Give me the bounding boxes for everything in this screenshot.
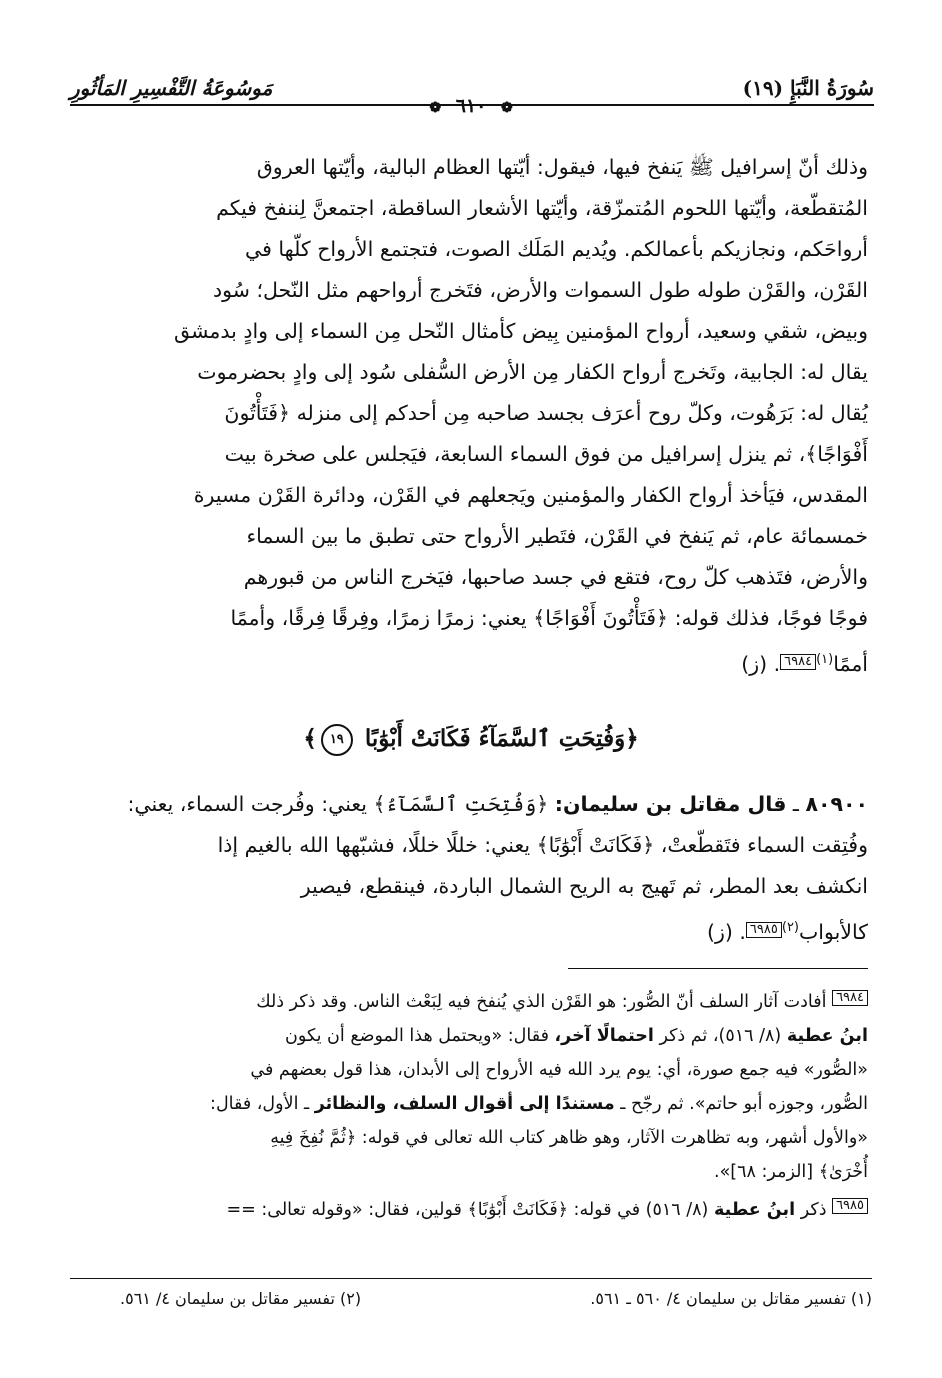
text-line: وبيض، شقي وسعيد، أرواح المؤمنين بِيض كأمثال النّحل مِن السماء إلى وادٍ بدمشق [174, 319, 868, 343]
text-span: (٨/ ٥١٦) في قوله: [573, 1200, 709, 1220]
footnote-2: (٢) تفسير مقاتل بن سليمان ٤/ ٥٦١. [120, 1289, 362, 1308]
bold-text: مستندًا إلى أقوال السلف، والنظائر [314, 1094, 615, 1114]
text-line [68, 434, 868, 475]
narration-number: ٨٠٩٠٠ [805, 792, 868, 816]
text-line: انكشف بعد المطر، ثم تَهيج به الريح الشمال الباردة، فينقطع، فيصير [300, 874, 868, 898]
bold-text: ابنُ عطية [786, 1026, 868, 1046]
quran-quote: ﴿فَكَانَتْ أَبْوَٰبًا﴾ [536, 833, 655, 857]
quran-quote: ﴿ثُمَّ نُفِخَ فِيهِ [270, 1128, 357, 1148]
text-line: القَرْن، والقَرْن طوله طول السموات والأرض، فتَخرج أرواحهم مثل النّحل؛ سُود [213, 278, 868, 302]
text-line: المُتقطّعة، وأيّتها اللحوم المُتمزّقة، وأيّتها الأشعار الساقطة، اجتمعنَّ لِننفخ فيكم [216, 196, 868, 220]
text-span: قولين، فقال: «وقوله تعالى: == [226, 1200, 462, 1220]
text-span: (٨/ ٥١٦)، ثم ذكر [659, 1026, 782, 1046]
text-span: «والأول أشهر، وبه تظاهرت الآثار، وهو ظاهر كتاب الله تعالى في قوله: [361, 1128, 868, 1148]
footnotes [120, 1287, 872, 1311]
text-line [68, 825, 868, 866]
text-span: فوجًا فوجًا، فذلك قوله: [674, 606, 868, 630]
footnote-separator [70, 1278, 872, 1279]
text-line [68, 1121, 868, 1155]
source-tag: . (ز) [741, 652, 781, 676]
verse-heading [0, 724, 942, 756]
verse-text: ﴿وَفُتِحَتِ ٱلسَّمَآءُ فَكَانَتْ أَبْوَٰبًا [364, 725, 639, 752]
text-line: أرواحَكم، ونجازيكم بأعمالكم. ويُديم المَلَك الصوت، فتجتمع الأرواح كلّها في [245, 237, 868, 261]
text-line [68, 598, 868, 639]
book-title: مَوسُوعَةُ التَّفْسِيرِ المَأثُورِ [70, 76, 273, 100]
quran-quote: ﴿وَفُتِحَتِ ٱلسَّمَآءُ﴾ [373, 792, 549, 816]
quran-quote: ﴿فَتَأْتُونَ [224, 401, 291, 425]
text-line [68, 1155, 868, 1189]
quran-quote: ﴿فَكَانَتْ أَبْوَٰبًا﴾ [467, 1200, 568, 1220]
text-span: وفُتِقت السماء فتَقطّعتْ، [660, 833, 868, 857]
quran-quote: أُخْرَىٰ﴾ [818, 1162, 868, 1182]
note-ref-box: ٦٩٨٤ [780, 654, 816, 670]
footnote-ref: (٢) [781, 920, 799, 935]
verse-close: ﴾ [303, 725, 317, 752]
text-line: يقال له: الجابية، وتَخرج أرواح الكفار مِن الأرض السُّفلى سُود إلى وادٍ بحضرموت [197, 360, 868, 384]
text-span: يعني: خللًا خللًا، فشبّهها الله بالغيم إذا [217, 833, 531, 857]
text-line: «الصُّور» فيه جمع صورة، أي: يوم يرد الله فيه الأرواح إلى الأبدان، هذا قول بعضهم في [250, 1060, 868, 1080]
text-line [68, 639, 868, 685]
page-number: ٦١٠ [455, 95, 487, 117]
note-ref-box: ٦٩٨٥ [746, 922, 782, 938]
main-paragraph [68, 147, 868, 685]
footnote-1: (١) تفسير مقاتل بن سليمان ٤/ ٥٦٠ ـ ٥٦١. [590, 1289, 872, 1308]
footnote-ref: (١) [816, 652, 834, 667]
text-span: ـ الأول، فقال: [210, 1094, 310, 1114]
text-line: والأرض، فتَذهب كلّ روح، فتقع في جسد صاحبها، فيَخرج الناس من قبورهم [243, 565, 868, 589]
text-line [68, 985, 868, 1019]
text-span: يعني: وفُرجت السماء، يعني: [127, 792, 367, 816]
note-box: ٦٩٨٥ [832, 1198, 868, 1214]
text-line [68, 1193, 868, 1227]
page-number-line [0, 95, 942, 117]
text-span: [الزمر: ٦٨]». [714, 1162, 814, 1182]
text-span: أفادت آثار السلف أنّ الصُّور: هو القَرْن الذي يُنفخ فيه لِبَعْث الناس. وقد ذكر ذلك [256, 992, 827, 1012]
text-line [68, 1019, 868, 1053]
bold-text: ابنُ عطية [713, 1200, 796, 1220]
text-line: وذلك أنّ إسرافيل ﷺ يَنفخ فيها، فيقول: أيّتها العظام البالية، وأيّتها العروق [256, 155, 868, 179]
text-span: ذكر [800, 1200, 827, 1220]
text-span: كالأبواب [799, 920, 868, 944]
note-box: ٦٩٨٤ [832, 990, 868, 1006]
text-span: أممًا [833, 652, 868, 676]
ornament-right: ❁ [500, 100, 513, 116]
ornament-left: ❁ [429, 100, 442, 116]
notes-separator [568, 968, 868, 969]
text-span: ، ثم ينزل إسرافيل من فوق السماء السابعة، فيَجلس على صخرة بيت [224, 442, 806, 466]
text-line [68, 393, 868, 434]
text-line: خمسمائة عام، ثم يَنفخ في القَرْن، فتَطير الأرواح حتى تطبق ما بين السماء [246, 524, 868, 548]
source-tag: . (ز) [706, 920, 746, 944]
bold-text: احتمالًا آخر، [554, 1026, 654, 1046]
text-line [68, 907, 868, 953]
narrator: قال مقاتل بن سليمان: [554, 792, 787, 816]
quran-quote: أَفْوَاجًا﴾ [805, 442, 868, 466]
scholarly-notes [68, 985, 868, 1227]
text-span: فقال: «ويحتمل هذا الموضع أن يكون [285, 1026, 549, 1046]
surah-label: سُورَةُ النَّبَإِ (١٩) [742, 76, 874, 100]
text-line [68, 1087, 868, 1121]
quran-quote: ﴿فَتَأْتُونَ أَفْوَاجًا﴾ [533, 606, 669, 630]
text-span: يُقال له: بَرَهُوت، وكلّ روح أعرَف بجسد صاحبه مِن أحدكم إلى منزله [296, 401, 868, 425]
narration-paragraph [68, 784, 868, 953]
text-line: المقدس، فيَأخذ أرواح الكفار والمؤمنين ويَجعلهم في القَرْن، ودائرة القَرْن مسيرة [193, 483, 868, 507]
text-span: الصُّور، وجوزه أبو حاتم». ثم رجّح ـ [620, 1094, 868, 1114]
verse-number-circle: ١٩ [321, 724, 353, 756]
text-span: يعني: زمرًا زمرًا، وفِرقًا فِرقًا، وأممًا [230, 606, 527, 630]
text-line: ٨٠٩٠٠ ـ قال مقاتل بن سليمان: ﴿وَفُتِحَتِ ٱلسَّمَآءُ﴾ يعني: وفُرجت السماء، يعني: [127, 792, 868, 816]
